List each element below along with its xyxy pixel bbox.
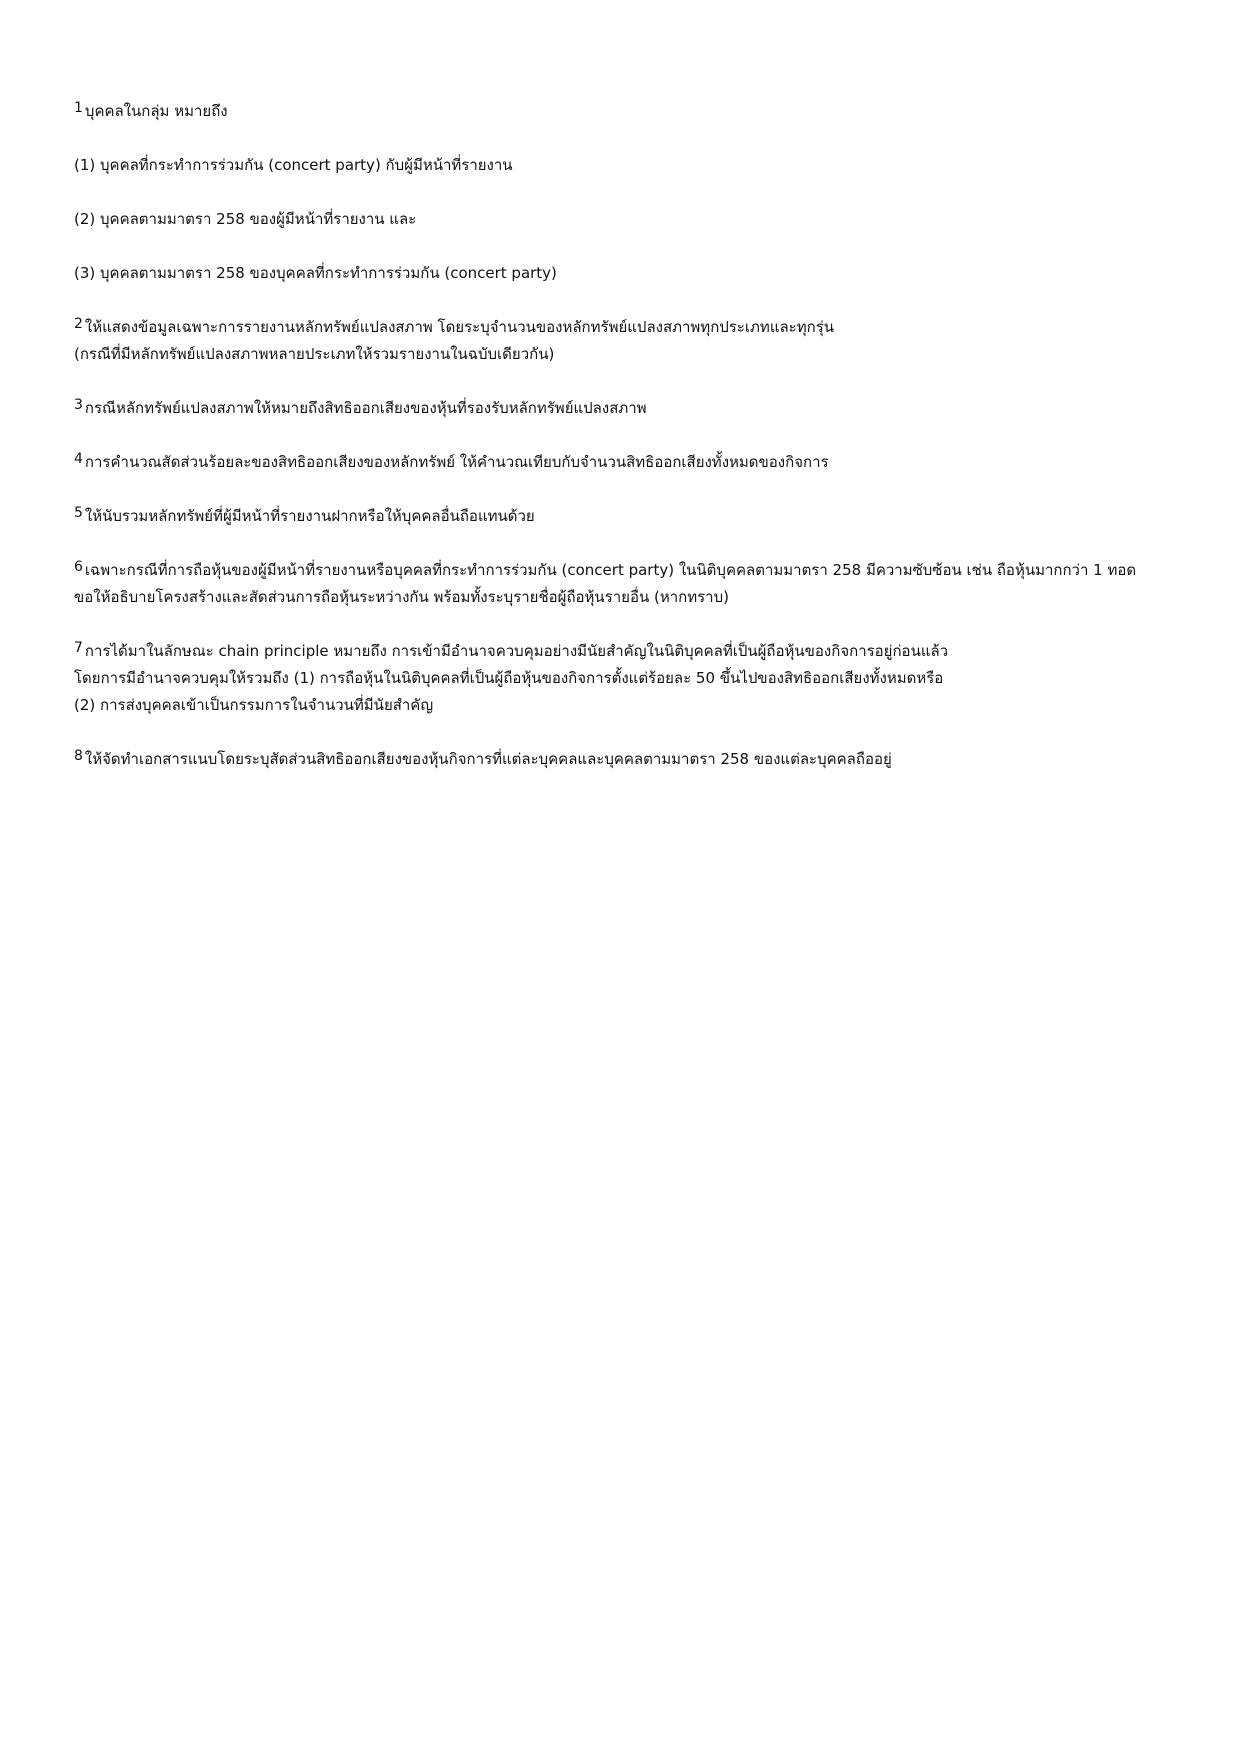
footnote-8: [74, 746, 1184, 773]
footnote-text: ขอให้อธิบายโครงสร้างและสัดส่วนการถือหุ้นระหว่างกัน พร้อมทั้งระบุรายชื่อผู้ถือหุ้นรายอื่น (หากทราบ): [74, 588, 729, 606]
footnote-text: (2) การส่งบุคคลเข้าเป็นกรรมการในจำนวนที่มีนัยสำคัญ: [74, 696, 434, 714]
footnote-text: (กรณีที่มีหลักทรัพย์แปลงสภาพหลายประเภทให้รวมรายงานในฉบับเดียวกัน): [74, 345, 555, 363]
footnote-text: (1) บุคคลที่กระทำการร่วมกัน (concert party) กับผู้มีหน้าที่รายงาน: [74, 156, 513, 174]
footnote-text: การคำนวณสัดส่วนร้อยละของสิทธิออกเสียงของหลักทรัพย์ ให้คำนวณเทียบกับจำนวนสิทธิออกเสียงทั้งหมดของกิจการ: [84, 453, 829, 471]
footnote-7: [74, 638, 1184, 719]
footnote-1-item-1: [74, 152, 1184, 179]
footnote-5: [74, 503, 1184, 530]
footnote-text: ให้แสดงข้อมูลเฉพาะการรายงานหลักทรัพย์แปลงสภาพ โดยระบุจำนวนของหลักทรัพย์แปลงสภาพทุกประเภทและทุกรุ่น: [84, 318, 835, 336]
footnote-number: 5: [74, 505, 83, 521]
footnote-line: [74, 503, 1184, 530]
footnote-text: เฉพาะกรณีที่การถือหุ้นของผู้มีหน้าที่รายงานหรือบุคคลที่กระทำการร่วมกัน (concert party) ในนิติบุคคลตามมาตรา 258 มีความซับซ้อน เช่น ถือหุ้นมากกว่า 1 ทอด: [84, 561, 1137, 579]
footnote-text: ให้นับรวมหลักทรัพย์ที่ผู้มีหน้าที่รายงานฝากหรือให้บุคคลอื่นถือแทนด้วย: [84, 507, 535, 525]
footnote-text: (3) บุคคลตามมาตรา 258 ของบุคคลที่กระทำการร่วมกัน (concert party): [74, 264, 557, 282]
footnote-2: [74, 314, 1184, 368]
footnote-text: การได้มาในลักษณะ chain principle หมายถึง การเข้ามีอำนาจควบคุมอย่างมีนัยสำคัญในนิติบุคคลที่เป็นผู้ถือหุ้นของกิจการอยู่ก่อนแล้ว: [84, 642, 949, 660]
footnote-6: [74, 557, 1184, 611]
footnote-1-item-2: [74, 206, 1184, 233]
footnote-line: [74, 557, 1184, 584]
footnote-line: [74, 746, 1184, 773]
footnote-number: 1: [74, 100, 83, 116]
footnote-line: [74, 98, 1184, 125]
footnote-line: [74, 638, 1184, 665]
footnote-1-item-3: [74, 260, 1184, 287]
footnote-line: [74, 449, 1184, 476]
footnote-number: 7: [74, 640, 83, 656]
footnote-text: (2) บุคคลตามมาตรา 258 ของผู้มีหน้าที่รายงาน และ: [74, 210, 417, 228]
footnote-text: โดยการมีอำนาจควบคุมให้รวมถึง (1) การถือหุ้นในนิติบุคคลที่เป็นผู้ถือหุ้นของกิจการตั้งแต่ร้อยละ 50 ขึ้นไปของสิทธิออกเสียงทั้งหมดหรือ: [74, 669, 944, 687]
footnote-text: บุคคลในกลุ่ม หมายถึง: [84, 102, 228, 120]
footnote-4: [74, 449, 1184, 476]
footnotes-list: [74, 98, 1184, 800]
footnote-text: ให้จัดทำเอกสารแนบโดยระบุสัดส่วนสิทธิออกเสียงของหุ้นกิจการที่แต่ละบุคคลและบุคคลตามมาตรา 258 ของแต่ละบุคคลถืออยู่: [84, 750, 892, 768]
footnote-number: 6: [74, 559, 83, 575]
footnote-number: 8: [74, 748, 83, 764]
footnote-line: [74, 395, 1184, 422]
footnote-3: [74, 395, 1184, 422]
footnote-number: 4: [74, 451, 83, 467]
footnote-number: 2: [74, 316, 83, 332]
footnote-1: [74, 98, 1184, 125]
footnote-line: [74, 314, 1184, 341]
footnote-text: กรณีหลักทรัพย์แปลงสภาพให้หมายถึงสิทธิออกเสียงของหุ้นที่รองรับหลักทรัพย์แปลงสภาพ: [84, 399, 647, 417]
footnote-number: 3: [74, 397, 83, 413]
